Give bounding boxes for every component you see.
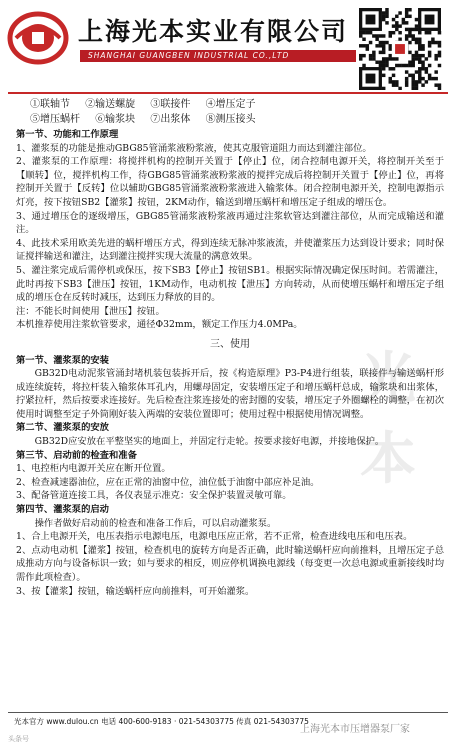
company-name-en: SHANGHAI GUANGBEN INDUSTRIAL CO.,LTD	[80, 50, 358, 62]
body-paragraph: 1、电控柜内电源开关应在断开位置。	[16, 463, 171, 475]
part-label: ⑥输浆块	[95, 114, 136, 125]
body-paragraph: 5、灌注浆完成后需停机或保压，按下SB3【停止】按钮SB1。根据实际情况确定保压时间。若需灌注，此时再按下SB3【泄压】按钮，1KM动作，电动机按【泄压】方向转动，从而使增压蜗杆和增压定子组成的增压仓在反转时减压，达到压力释放的目的。	[16, 264, 444, 304]
part-label: ②输送螺旋	[85, 99, 136, 110]
section-heading: 第四节、灌浆泵的启动	[16, 504, 109, 516]
body-paragraph: 3、按【灌浆】按钮，输送蜗杆应向前推料，可开始灌浆。	[16, 585, 255, 597]
section-heading: 第三节、启动前的检查和准备	[16, 449, 137, 461]
part-label: ④增压定子	[205, 99, 256, 110]
body-paragraph: 1、灌浆泵的功能是推动GBG85管涌浆液粉浆液，使其克服管道阻力而达到灌注部位。	[16, 142, 372, 154]
body-paragraph: 2、点动电动机【灌浆】按钮，检查机电的旋转方向是否正确，此时输送蜗杆应向前推料，且增压定子总成推动方向与设备标识一致；如与要求的相反，则应停机调换电源线（每变更一次总电源或重新接线时均需作此项检查）。	[16, 544, 444, 583]
footer-rule	[8, 712, 448, 713]
parts-legend	[30, 97, 440, 127]
body-paragraph: GB32D应安放在平整坚实的地面上，并固定行走轮。按要求接好电源，并接地保护。	[34, 436, 385, 448]
body-paragraph: 3、配备管道连接工具，各仪表显示准克：安全保护装置灵敏可靠。	[16, 490, 292, 502]
company-name-cn: 上海光本实业有限公司	[78, 17, 349, 46]
section-heading: 第一节、功能和工作原理	[16, 129, 119, 140]
body-paragraph: 2、检查减速器油位，应在正常的油窗中位，油位低于油窗中部应补足油。	[16, 476, 320, 488]
footer-contact: 光本官方 www.dulou.cn 电话 400-600-9183 · 021-54303775 传真 021-54303775	[14, 717, 309, 726]
part-label: ⑦出浆体	[150, 114, 191, 125]
body-paragraph: 注：不能长时间使用【泄压】按钮。	[16, 305, 165, 317]
body-paragraph: 2、灌浆泵的工作原理：将搅拌机构的控制开关置于【停止】位，闭合控制电源开关，将控制开关至于【顺转】位，搅拌机构工作，待GBG85管涌浆液粉浆液的搅拌完成后将控制开关置于【停止】位，再将控制开关置于【反转】位以辅助GBG85管涌浆液粉浆液进入输浆体。闭合控制电源开关，控制电源指示灯亮，按下按钮SB2【灌浆】按钮，2KM动作，输送到增压蜗杆和增压定子组成的增压仓。	[16, 156, 444, 208]
part-label: ①联轴节	[30, 99, 70, 110]
parts-row	[30, 97, 440, 112]
body-paragraph: 本机推荐使用注浆软管要求，通径Φ32mm，额定工作压力4.0MPa。	[16, 319, 303, 331]
part-label: ⑧测压接头	[205, 114, 256, 125]
body-paragraph: 1、合上电源开关，电压表指示电源电压，电源电压应正常，若不正常，检查进线电压和电压表。	[16, 531, 413, 543]
body-paragraph: 4、此技术采用欧美先进的蜗杆增压方式，得到连续无脉冲浆液流，并使灌浆压力达到设计要求；同时保证搅拌输送和灌注，达到灌注搅拌实现大流量的满意效果。	[16, 237, 444, 263]
part-label: ⑤增压蜗杆	[30, 114, 80, 125]
section-heading: 第二节、灌浆泵的安放	[16, 422, 109, 434]
account-watermark: 上海光本市压增器泵厂家	[300, 724, 410, 735]
body-paragraph: GB32D电动泥浆管涌封堵机装包装拆开后，按《构造原理》P3-P4进行组装，联接件与输送蜗杆形成连续旋转，将拉杆装入输浆体耳孔内，用螺母固定，安装增压定子和增压蜗杆总成，输浆块和出浆体，拧紧拉杆，然后按要求连接好。先后检查注浆连接处的密封圈的安装，增压定子外圈螺栓的调整，在初次使用时调整至定子外筒刚好装入两端的安装位置即可；使用过程中根据使用情况调整。	[16, 368, 444, 420]
source-watermark: 头条号	[8, 735, 29, 743]
chapter-heading: 三、使用	[210, 338, 250, 350]
part-label: ③联接件	[150, 99, 191, 110]
background-watermark: 光本	[360, 347, 416, 492]
section-heading: 第一节、灌浆泵的安装	[16, 354, 109, 366]
body-paragraph: 操作者做好启动前的检查和准备工作后，可以启动灌浆泵。	[34, 517, 277, 529]
header-rule	[8, 92, 448, 94]
company-logo	[6, 10, 70, 66]
qr-code	[356, 8, 444, 90]
parts-row	[30, 112, 440, 127]
body-paragraph: 3、通过增压仓的逐级增压，GBG85管涌浆液粉浆液再通过注浆软管达到灌注部位，从而完成输送和灌注。	[16, 210, 444, 236]
manual-body	[16, 128, 444, 598]
